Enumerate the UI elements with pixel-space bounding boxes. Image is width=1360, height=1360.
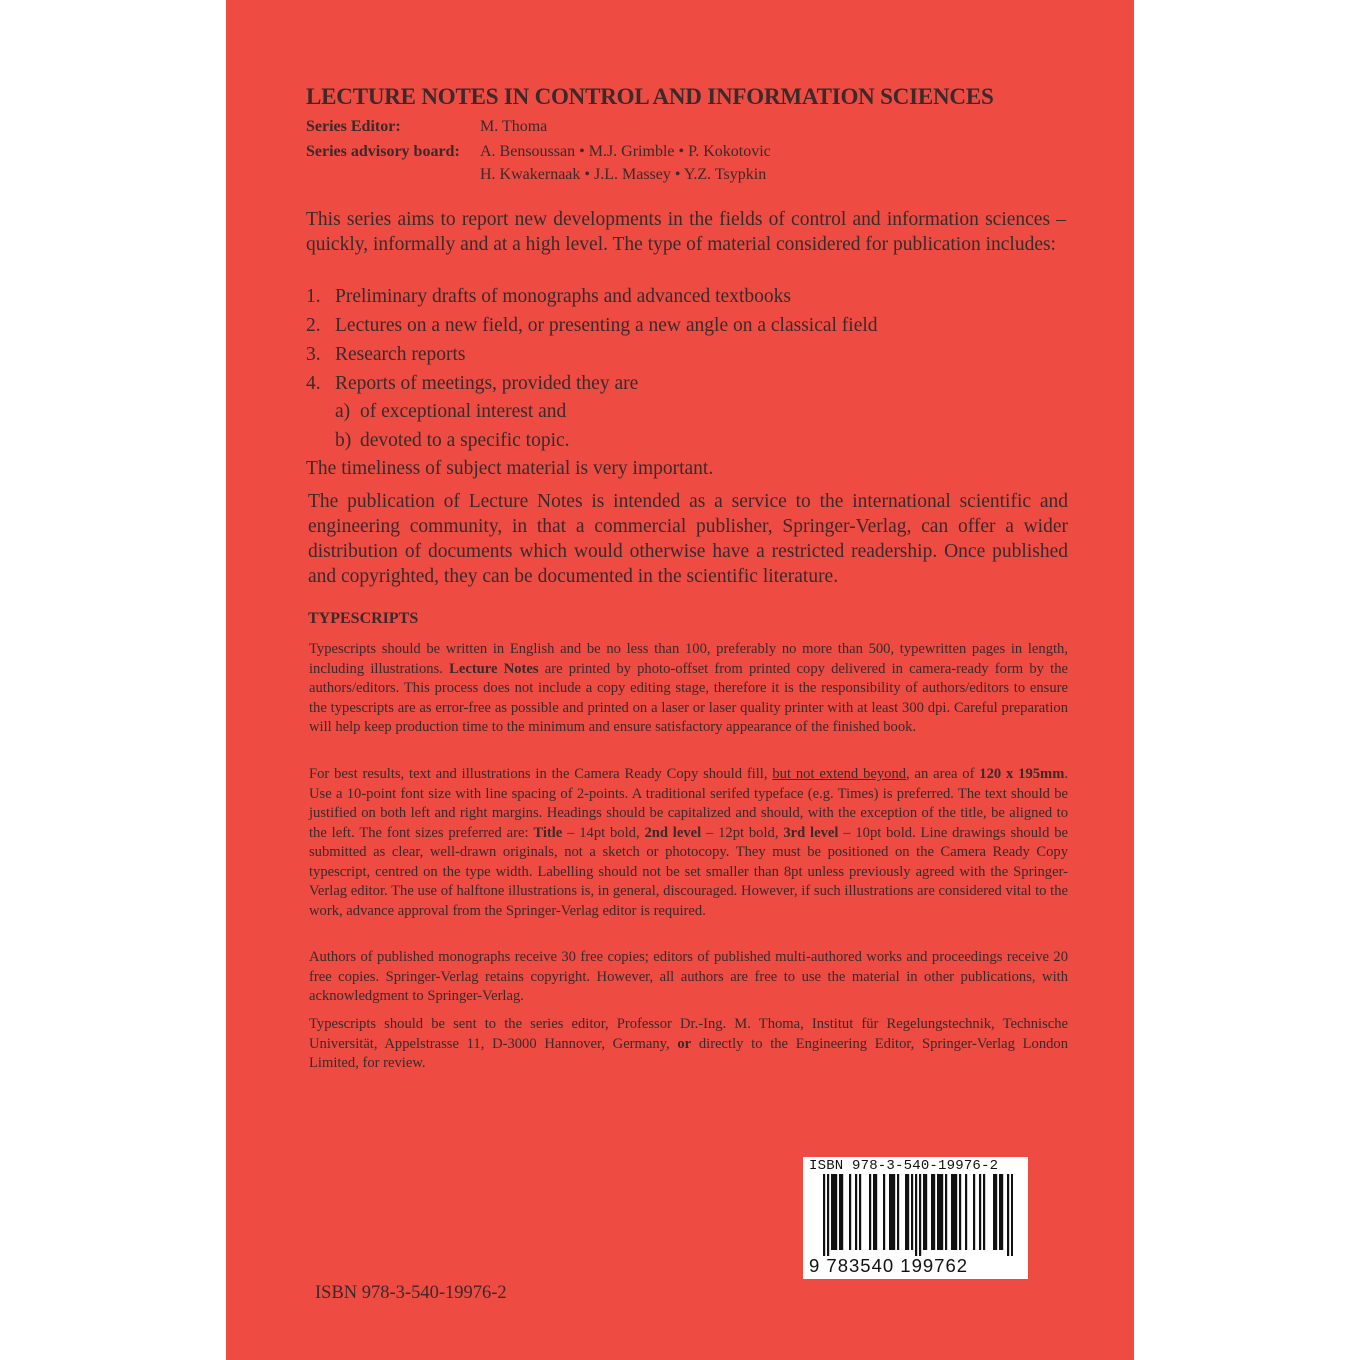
typescripts-heading: TYPESCRIPTS	[308, 610, 419, 627]
barcode-bar	[965, 1174, 967, 1250]
barcode-bar	[883, 1174, 885, 1250]
barcode-bar	[873, 1174, 875, 1250]
list-item: 4. Reports of meetings, provided they are	[306, 373, 639, 394]
barcode-bar	[925, 1174, 927, 1250]
list-item: 2. Lectures on a new field, or presenting a new angle on a classical field	[306, 315, 878, 336]
barcode-bar	[849, 1174, 851, 1250]
barcode-bar	[911, 1174, 913, 1250]
series-intro: This series aims to report new developments in the fields of control and information sciences – quickly, informally and at a high level. The type of material considered for publication includes:	[306, 209, 1066, 255]
barcode-bars	[823, 1174, 1013, 1256]
barcode-bar	[1011, 1174, 1013, 1256]
advisory-board-label: Series advisory board:	[306, 143, 460, 160]
isbn-barcode	[803, 1157, 1028, 1279]
barcode-bar	[841, 1174, 843, 1250]
series-editor-label: Series Editor:	[306, 118, 401, 135]
barcode-bar	[833, 1174, 835, 1250]
barcode-bar	[889, 1174, 891, 1250]
barcode-bar	[907, 1174, 909, 1250]
barcode-bar	[869, 1174, 871, 1250]
barcode-bar	[823, 1174, 825, 1256]
typescripts-paragraph-3: Authors of published monographs receive 30 free copies; editors of published multi-authored works and proceedings receive 20 free copies. Springer-Verlag retains copyright. However, all authors are free to use the material in other publications, with acknowledgment to Springer-Verlag.	[309, 949, 1068, 1004]
barcode-bar	[827, 1174, 829, 1256]
typescripts-paragraph-1: Typescripts should be written in English and be no less than 100, preferably no more than 500, typewritten pages in length, including illustrations. Lecture Notes are printed by photo-offset from printed copy delivered in camera-ready form by the authors/editors. This process does not include a copy editing stage, therefore it is the responsibility of authors/editors to ensure the typescripts are as error-free as possible and printed on a laser or laser quality printer with at least 300 dpi. Careful preparation will help keep production time to the minimum and ensure satisfactory appearance of the finished book.	[309, 641, 1068, 735]
barcode-bar	[937, 1174, 939, 1250]
barcode-bar	[893, 1174, 895, 1250]
barcode-bar	[1001, 1174, 1003, 1250]
barcode-bar	[919, 1174, 921, 1256]
barcode-bar	[831, 1174, 833, 1250]
isbn-footer: ISBN 978-3-540-19976-2	[315, 1283, 507, 1303]
barcode-bar	[955, 1174, 957, 1250]
advisory-board-line-2: H. Kwakernaak • J.L. Massey • Y.Z. Tsypkin	[480, 166, 767, 183]
barcode-bar	[959, 1174, 961, 1250]
barcode-bar	[931, 1174, 933, 1250]
barcode-bar	[933, 1174, 935, 1250]
barcode-bar	[993, 1174, 995, 1250]
barcode-digits: 9 783540 199762	[809, 1255, 969, 1276]
barcode-bar	[897, 1174, 899, 1250]
barcode-bar	[1007, 1174, 1009, 1256]
barcode-bar	[905, 1174, 907, 1250]
barcode-isbn-label: ISBN 978-3-540-19976-2	[809, 1158, 999, 1174]
series-title: LECTURE NOTES IN CONTROL AND INFORMATION SCIENCES	[306, 84, 994, 109]
barcode-bar	[999, 1174, 1001, 1250]
series-editor-name: M. Thoma	[480, 118, 548, 135]
barcode-bar	[983, 1174, 985, 1250]
barcode-bar	[915, 1174, 917, 1256]
barcode-bar	[979, 1174, 981, 1250]
barcode-bar	[945, 1174, 947, 1250]
advisory-board-line-1: A. Bensoussan • M.J. Grimble • P. Kokotovic	[480, 143, 771, 160]
barcode-bar	[835, 1174, 837, 1250]
barcode-bar	[939, 1174, 941, 1250]
sub-list-item: a) of exceptional interest and	[335, 401, 567, 422]
barcode-bar	[875, 1174, 877, 1250]
barcode-bar	[859, 1174, 861, 1250]
list-item: 3. Research reports	[306, 344, 466, 365]
sub-list-item: b) devoted to a specific topic.	[335, 430, 570, 451]
timeliness-note: The timeliness of subject material is very important.	[306, 458, 714, 479]
barcode-bar	[855, 1174, 857, 1250]
barcode-bar	[891, 1174, 893, 1250]
barcode-bar	[923, 1174, 925, 1250]
typescripts-paragraph-2: For best results, text and illustrations in the Camera Ready Copy should fill, but not extend beyond, an area of 120 x 195mm. Use a 10-point font size with line spacing of 2-points. A traditional serifed typeface (e.g. Times) is preferred. The text should be justified on both left and right margins. Headings should be capitalized and should, with the exception of the title, be aligned to the left. The font sizes preferred are: Title – 14pt bold, 2nd level – 12pt bold, 3rd level – 10pt bold. Line drawings should be submitted as clear, well-drawn originals, not a sketch or photocopy. They must be positioned on the Camera Ready Copy typescript, centred on the type width. Labelling should not be set smaller than 8pt unless previously agreed with the Springer-Verlag editor. The use of halftone illustrations is, in general, discouraged. However, if such illustrations are considered vital to the work, advance approval from the Springer-Verlag editor is required.	[309, 766, 1069, 919]
barcode-bar	[951, 1174, 953, 1250]
list-item: 1. Preliminary drafts of monographs and advanced textbooks	[306, 286, 791, 307]
barcode-bar	[973, 1174, 975, 1250]
barcode-bar	[839, 1174, 841, 1250]
barcode-bar	[941, 1174, 943, 1250]
publication-paragraph: The publication of Lecture Notes is intended as a service to the international scientific and engineering community, in that a commercial publisher, Springer-Verlag, can offer a wider distribution of documents which would otherwise have a restricted readership. Once published and copyrighted, they can be documented in the scientific literature.	[308, 491, 1068, 587]
barcode-bar	[995, 1174, 997, 1250]
typescripts-paragraph-4: Typescripts should be sent to the series editor, Professor Dr.-Ing. M. Thoma, Institut für Regelungstechnik, Technische Universität, Appelstrasse 11, D-3000 Hannover, Germany, or directly to the Engineering Editor, Springer-Verlag London Limited, for review.	[309, 1016, 1069, 1071]
barcode-bar	[953, 1174, 955, 1250]
